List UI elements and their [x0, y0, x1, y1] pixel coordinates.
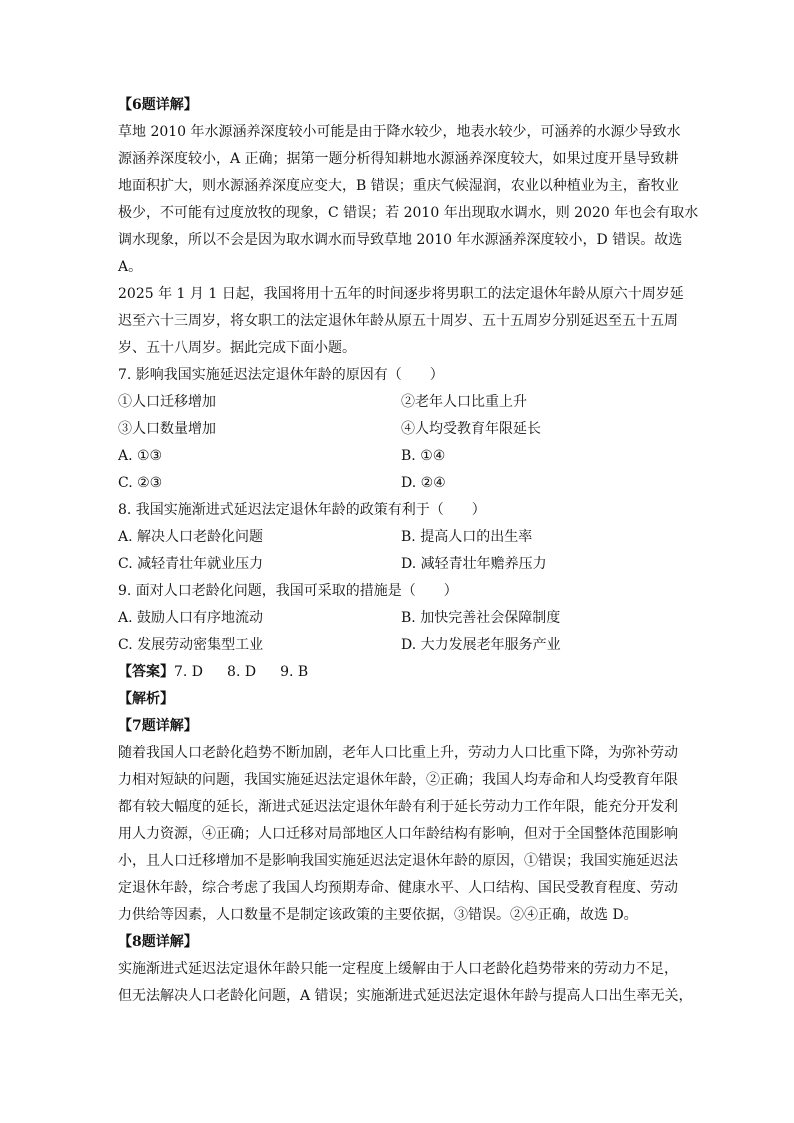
- q7-detail-line: 力供给等因素，人口数量不是制定该政策的主要依据，③错误。②④正确，故选 D。: [118, 907, 638, 923]
- answer-item: 7. D: [174, 664, 204, 680]
- q7-option-b: B. ①④: [401, 448, 446, 464]
- answer-item: 9. B: [280, 664, 309, 680]
- q7-option-c: C. ②③: [118, 475, 163, 491]
- q9-option-c: C. 发展劳动密集型工业: [118, 637, 264, 653]
- q6-detail-line: A。: [118, 259, 143, 275]
- q6-detail-heading: 【6题详解】: [118, 97, 198, 113]
- q6-detail-line: 调水现象，所以不会是因为取水调水而导致草地 2010 年水源涵养深度较小，D 错误。故选: [118, 232, 683, 248]
- q7-detail-line: 都有较大幅度的延长，渐进式延迟法定退休年龄有利于延长劳动力工作年限，能充分开发利: [118, 799, 678, 815]
- answer-item: 8. D: [227, 664, 257, 680]
- q7-detail-line: 随着我国人口老龄化趋势不断加剧，老年人口比重上升，劳动力人口比重下降，为弥补劳动: [118, 745, 678, 761]
- q7-option-a: A. ①③: [118, 448, 163, 464]
- q9-option-d: D. 大力发展老年服务产业: [401, 637, 561, 653]
- q7-detail-line: 定退休年龄，综合考虑了我国人均预期寿命、健康水平、人口结构、国民受教育程度、劳动: [118, 880, 678, 896]
- q6-detail-line: 极少，不可能有过度放牧的现象，C 错误；若 2010 年出现取水调水，则 2020 年也会有取水: [118, 205, 699, 221]
- q7-statement-3: ③人口数量增加: [118, 421, 216, 437]
- q7-statement-1: ①人口迁移增加: [118, 394, 216, 410]
- q8-option-a: A. 解决人口老龄化问题: [118, 529, 264, 545]
- q9-option-row: [118, 605, 678, 632]
- q8-option-row: [118, 551, 678, 578]
- q9-option-b: B. 加快完善社会保障制度: [401, 610, 561, 626]
- q7-detail-line: 用人力资源，④正确；人口迁移对局部地区人口年龄结构有影响，但对于全国整体范围影响: [118, 826, 678, 842]
- q8-option-row: [118, 524, 678, 551]
- q8-detail-heading: 【8题详解】: [118, 934, 198, 950]
- q7-statement-2: ②老年人口比重上升: [401, 394, 527, 410]
- q7-option-d: D. ②④: [401, 475, 446, 491]
- q9-option-row: [118, 632, 678, 659]
- q7-option-row: [118, 470, 678, 497]
- q8-detail-line: 但无法解决人口老龄化问题，A 错误；实施渐进式延迟法定退休年龄与提高人口出生率无关，: [118, 988, 693, 1004]
- q6-detail-line: 草地 2010 年水源涵养深度较小可能是由于降水较少，地表水较少，可涵养的水源少导致水: [118, 124, 681, 140]
- q8-option-c: C. 减轻青壮年就业压力: [118, 556, 264, 572]
- q8-option-d: D. 减轻青壮年赡养压力: [401, 556, 547, 572]
- q7-detail-heading: 【7题详解】: [118, 718, 198, 734]
- intro-line: 2025 年 1 月 1 日起，我国将用十五年的时间逐步将男职工的法定退休年龄从原六十周岁延: [118, 286, 684, 302]
- q6-detail-line: 地面积扩大，则水源涵养深度应变大，B 错误；重庆气候湿润，农业以种植业为主，畜牧业: [118, 178, 679, 194]
- answer-line: [118, 659, 678, 686]
- document-page: [118, 92, 699, 1010]
- q7-statement-4: ④人均受教育年限延长: [401, 421, 541, 437]
- q8-detail-line: 实施渐进式延迟法定退休年龄只能一定程度上缓解由于人口老龄化趋势带来的劳动力不足，: [118, 961, 678, 977]
- q7-statement-row: [118, 389, 678, 416]
- q9-stem: 9. 面对人口老龄化问题，我国可采取的措施是（ ）: [118, 583, 458, 599]
- q7-statement-row: [118, 416, 678, 443]
- q6-detail-line: 源涵养深度较小，A 正确；据第一题分析得知耕地水源涵养深度较大，如果过度开垦导致耕: [118, 151, 679, 167]
- analysis-label: 【解析】: [118, 691, 174, 707]
- q7-option-row: [118, 443, 678, 470]
- intro-line: 迟至六十三周岁，将女职工的法定退休年龄从原五十周岁、五十五周岁分别延迟至五十五周: [118, 313, 678, 329]
- q7-stem: 7. 影响我国实施延迟法定退休年龄的原因有（ ）: [118, 367, 444, 383]
- q7-detail-line: 小，且人口迁移增加不是影响我国实施延迟法定退休年龄的原因，①错误；我国实施延迟法: [118, 853, 678, 869]
- q9-option-a: A. 鼓励人口有序地流动: [118, 610, 264, 626]
- q7-detail-line: 力相对短缺的问题，我国实施延迟法定退休年龄，②正确；我国人均寿命和人均受教育年限: [118, 772, 678, 788]
- q8-option-b: B. 提高人口的出生率: [401, 529, 533, 545]
- intro-line: 岁、五十八周岁。据此完成下面小题。: [118, 340, 356, 356]
- q8-stem: 8. 我国实施渐进式延迟法定退休年龄的政策有利于（ ）: [118, 502, 486, 518]
- answer-label: 【答案】: [118, 664, 174, 680]
